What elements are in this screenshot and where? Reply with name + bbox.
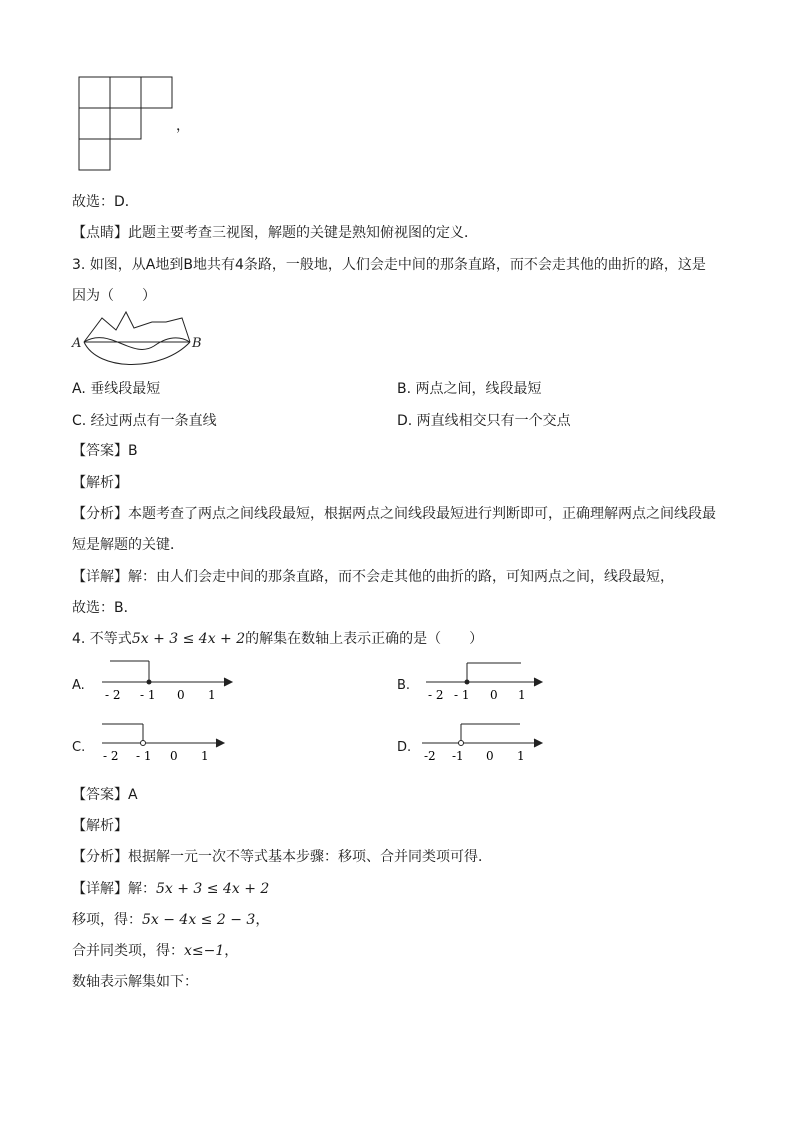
q4-step2-suffix: ， (224, 943, 239, 959)
q4-option-b-number-line (424, 657, 554, 702)
q3-point-a-label: A (72, 336, 82, 351)
note-text: 【点睛】此题主要考查三视图，解题的关键是熟知俯视图的定义． (72, 225, 478, 241)
axis-d-tick: -2 (424, 749, 436, 763)
axis-c-tick: 0 (170, 749, 178, 763)
q3-stem-line2: 因为（ ） (72, 288, 156, 304)
q4-stem-math: 5x + 3 ≤ 4x + 2 (131, 631, 246, 647)
axis-a-tick: - 1 (140, 688, 156, 702)
axis-b-tick: 1 (518, 688, 526, 702)
top-view-grid-figure (78, 76, 178, 176)
axis-c-tick: 1 (201, 749, 209, 763)
q4-fenxi: 【分析】根据解一元一次不等式基本步骤：移项、合并同类项可得． (72, 849, 492, 865)
q3-option-c: C. 经过两点有一条直线 (72, 413, 217, 429)
q4-detail (72, 879, 269, 899)
q4-option-b-label: B. (397, 678, 411, 693)
q4-step2-prefix: 合并同类项，得： (72, 943, 184, 959)
q4-option-d-number-line (420, 718, 555, 763)
axis-b-tick: - 2 (428, 688, 444, 702)
axis-d-tick: -1 (452, 749, 464, 763)
select-d-text: 故选：D． (72, 194, 139, 210)
q3-answer: 【答案】B (72, 443, 138, 459)
axis-a-tick: - 2 (105, 688, 121, 702)
axis-b-tick: 0 (490, 688, 498, 702)
q3-detail: 【详解】解：由人们会走中间的那条直路，而不会走其他的曲折的路，可知两点之间，线段最短， (72, 569, 674, 585)
q3-path-figure (70, 308, 210, 378)
q3-option-d: D. 两直线相交只有一个交点 (397, 413, 571, 429)
axis-a-tick: 0 (177, 688, 185, 702)
q3-option-b: B. 两点之间，线段最短 (397, 381, 542, 397)
q4-step1 (72, 910, 269, 930)
axis-b-tick: - 1 (454, 688, 470, 702)
q3-select: 故选：B． (72, 600, 138, 616)
q4-option-a-label: A. (72, 678, 85, 693)
q4-answer: 【答案】A (72, 787, 138, 803)
q4-stem (72, 629, 483, 649)
q4-stem-prefix: 4. 不等式 (72, 631, 132, 647)
q4-step1-prefix: 移项，得： (72, 912, 142, 928)
axis-d-tick: 1 (517, 749, 525, 763)
q4-option-d-label: D. (397, 740, 412, 755)
q4-step2-math: x≤−1 (184, 943, 225, 959)
q4-step1-suffix: ， (255, 912, 270, 928)
q3-point-b-label: B (192, 336, 202, 351)
q3-stem-line1: 3. 如图，从A地到B地共有4条路，一般地，人们会走中间的那条直路，而不会走其他的曲折的路，这是 (72, 257, 706, 273)
axis-c-tick: - 1 (136, 749, 152, 763)
grid-comma: ， (176, 118, 190, 134)
q4-option-a-number-line (98, 657, 243, 702)
axis-c-tick: - 2 (103, 749, 119, 763)
q4-step2 (72, 941, 238, 961)
q3-fenxi-line1: 【分析】本题考查了两点之间线段最短，根据两点之间线段最短进行判断即可，正确理解两点之间线段最 (72, 506, 716, 522)
q4-option-c-number-line (98, 718, 233, 763)
q4-analysis-tag: 【解析】 (72, 818, 128, 834)
q4-stem-suffix: 的解集在数轴上表示正确的是（ ） (245, 631, 484, 647)
q3-option-a: A. 垂线段最短 (72, 381, 161, 397)
axis-a-tick: 1 (208, 688, 216, 702)
axis-d-tick: 0 (486, 749, 494, 763)
q3-analysis-tag: 【解析】 (72, 475, 128, 491)
q4-step3: 数轴表示解集如下： (72, 974, 198, 990)
q4-detail-math: 5x + 3 ≤ 4x + 2 (156, 881, 270, 897)
q4-detail-prefix: 【详解】解： (72, 881, 156, 897)
q4-step1-math: 5x − 4x ≤ 2 − 3 (142, 912, 256, 928)
q4-option-c-label: C. (72, 740, 86, 755)
q3-fenxi-line2: 短是解题的关键． (72, 537, 184, 553)
